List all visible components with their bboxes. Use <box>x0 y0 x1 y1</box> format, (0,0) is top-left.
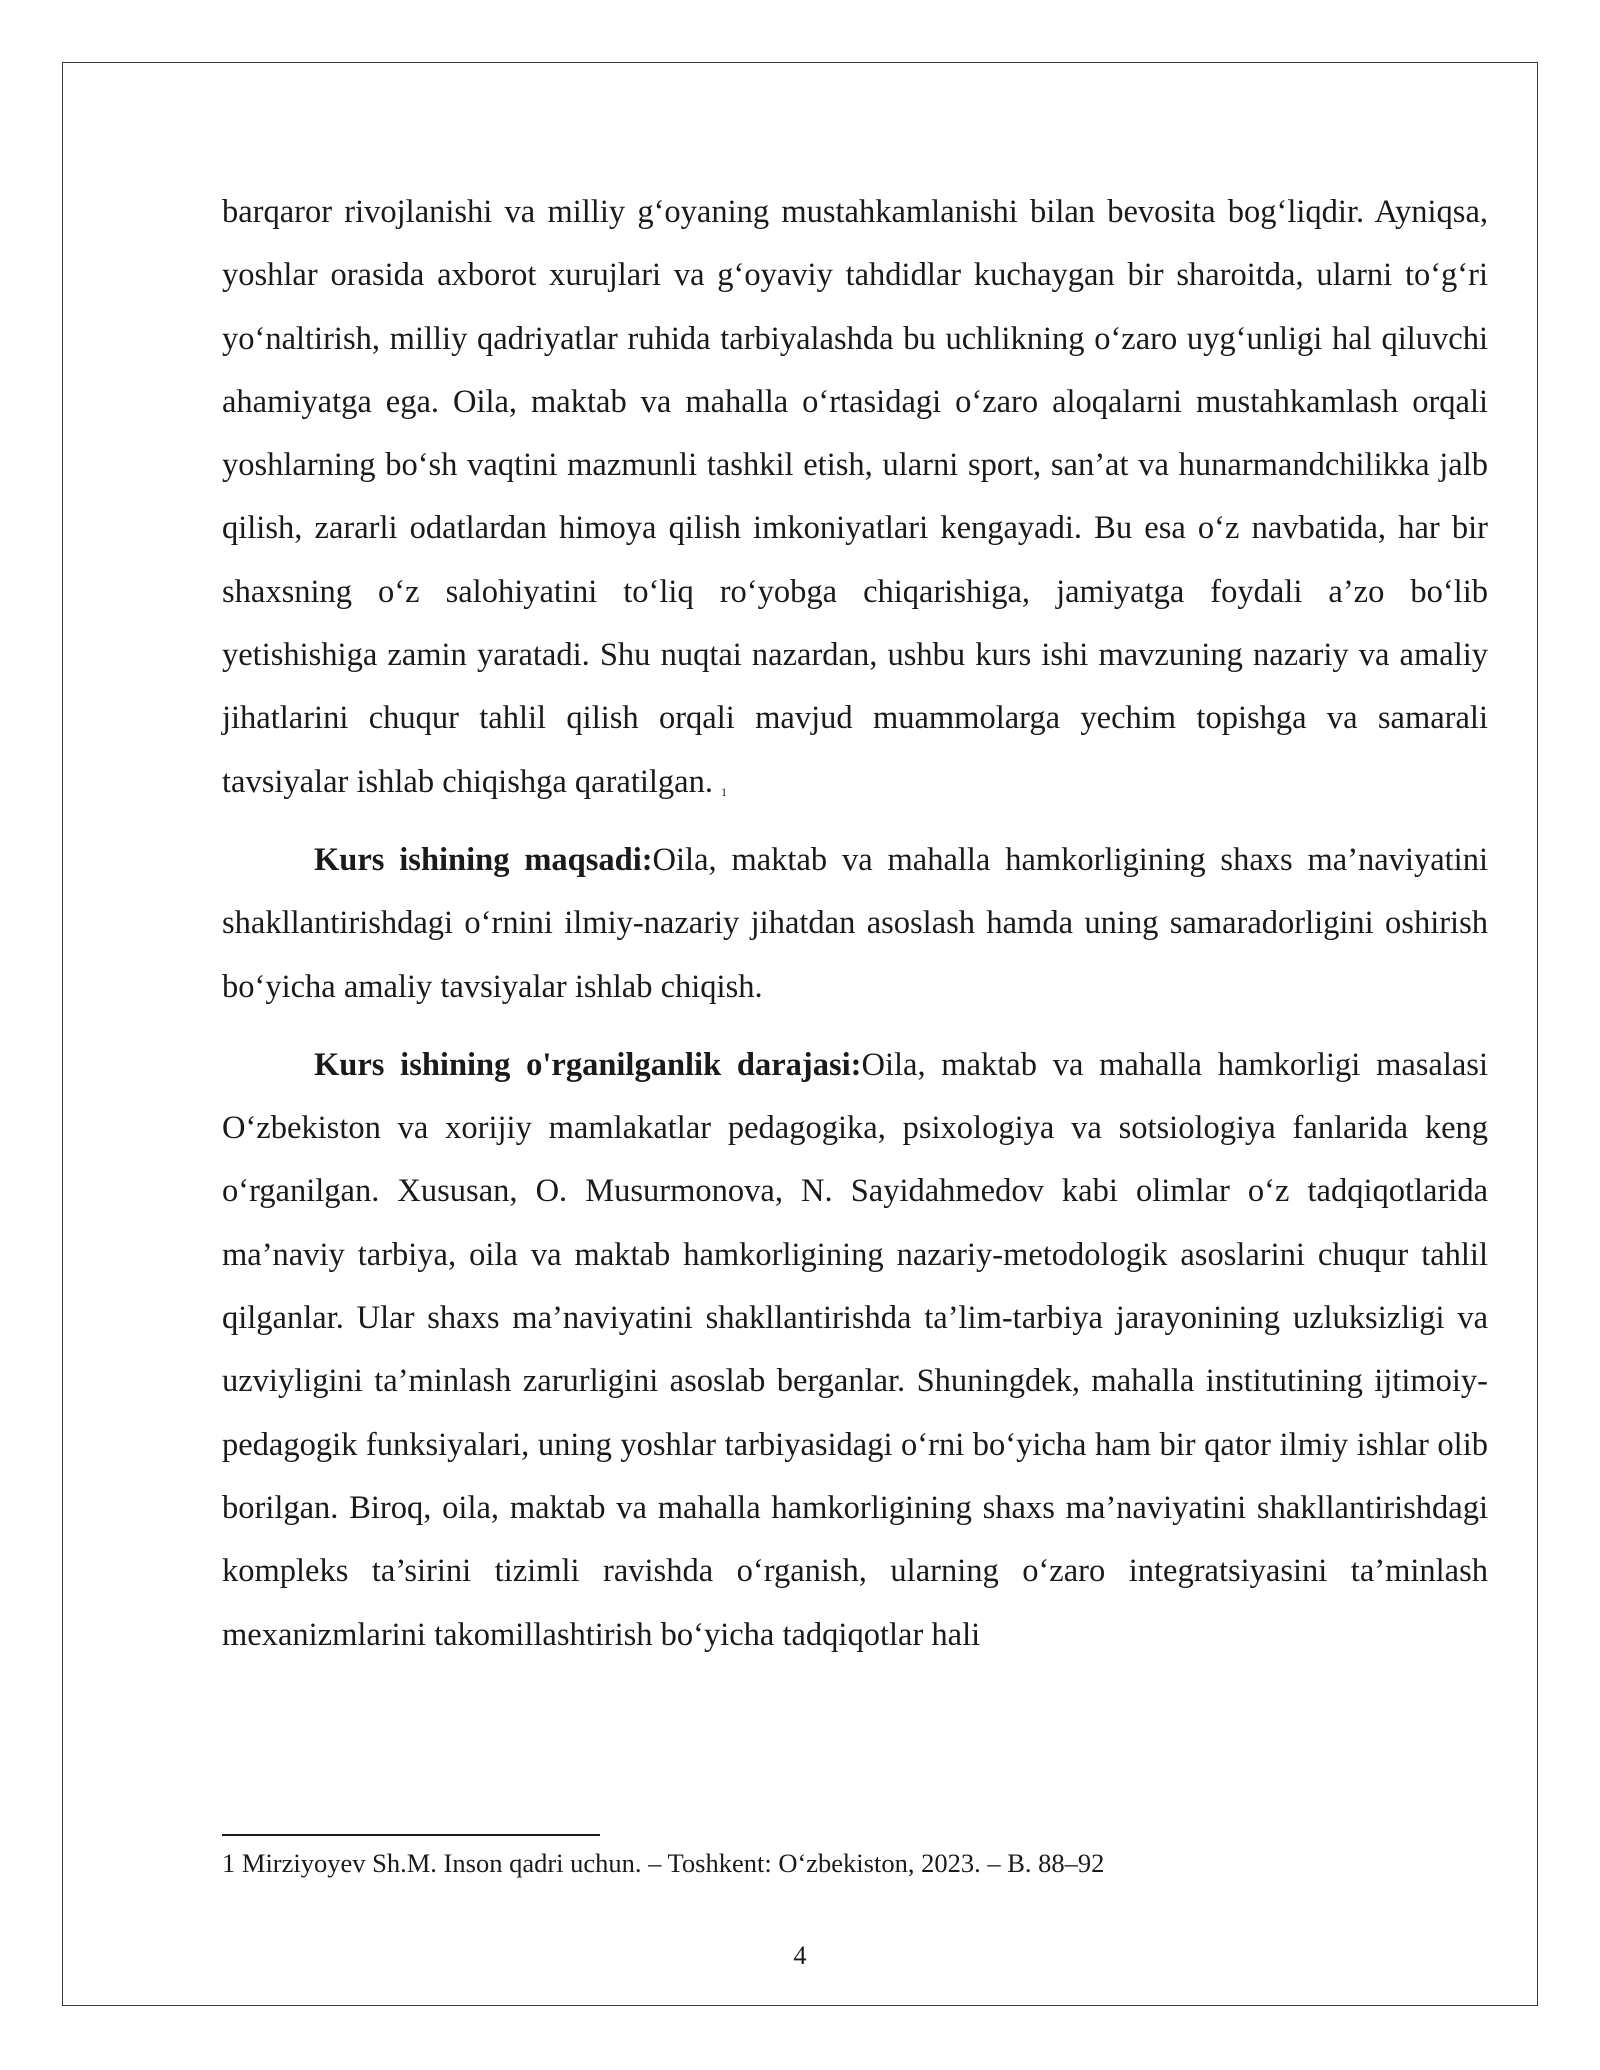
footnote-separator <box>222 1834 600 1836</box>
study-level-heading: Kurs ishining o'rganilganlik darajasi: <box>314 1046 862 1083</box>
paragraph-study-level <box>222 1034 1488 1667</box>
paragraph-intro-continuation <box>222 181 1488 814</box>
paragraph-text: barqaror rivojlanishi va milliy g‘oyaning mustahkamlanishi bilan bevosita bog‘liqdir. Ayniqsa, yoshlar orasida axborot xurujlari va g‘oyaviy tahdidlar kuchaygan bir sharoitda, ularni to‘g‘ri yo‘naltirish, milliy qadriyatlar ruhida tarbiyalashda bu uchlikning o‘zaro uyg‘unligi hal qiluvchi ahamiyatga ega. Oila, maktab va mahalla o‘rtasidagi o‘zaro aloqalarni mustahkamlash orqali yoshlarning bo‘sh vaqtini mazmunli tashkil etish, ularni sport, san’at va hunarmandchilikka jalb qilish, zararli odatlardan himoya qilish imkoniyatlari kengayadi. Bu esa o‘z navbatida, har bir shaxsning o‘z salohiyatini to‘liq ro‘yobga chiqarishiga, jamiyatga foydali a’zo bo‘lib yetishishiga zamin yaratadi. Shu nuqtai nazardan, ushbu kurs ishi mavzuning nazariy va amaliy jihatlarini chuqur tahlil qilish orqali mavjud muammolarga yechim topishga va samarali tavsiyalar ishlab chiqishga qaratilgan. <box>222 194 1488 800</box>
course-goal-text: Oila, maktab va mahalla hamkorligining shaxs ma’naviyatini shakllantirishdagi o‘rnini ilmiy-nazariy jihatdan asoslash hamda uning samaradorligini oshirish bo‘yicha amaliy tavsiyalar ishlab chiqish. <box>222 841 1488 1005</box>
study-level-text: Oila, maktab va mahalla hamkorligi masalasi O‘zbekiston va xorijiy mamlakatlar pedagogika, psixologiya va sotsiologiya fanlarida keng o‘rganilgan. Xususan, O. Musurmonova, N. Sayidahmedov kabi olimlar o‘z tadqiqotlarida ma’naviy tarbiya, oila va maktab hamkorligining nazariy-metodologik asoslarini chuqur tahlil qilganlar. Ular shaxs ma’naviyatini shakllantirishda ta’lim-tarbiya jarayonining uzluksizligi va uzviyligini ta’minlash zarurligini asoslab berganlar. Shuningdek, mahalla institutining ijtimoiy-pedagogik funksiyalari, uning yoshlar tarbiyasidagi o‘rni bo‘yicha ham bir qator ilmiy ishlar olib borilgan. Biroq, oila, maktab va mahalla hamkorligining shaxs ma’naviyatini shakllantirishdagi kompleks ta’sirini tizimli ravishda o‘rganish, ularning o‘zaro integratsiyasini ta’minlash mexanizmlarini takomillashtirish bo‘yicha tadqiqotlar hali <box>222 1046 1488 1653</box>
paragraph-spacing <box>222 814 1488 829</box>
footnote-reference[interactable]: 1 <box>720 784 727 799</box>
footnote: 1 Mirziyoyev Sh.M. Inson qadri uchun. – Toshkent: O‘zbekiston, 2023. – B. 88–92 <box>222 1848 1105 1878</box>
course-goal-heading: Kurs ishining maqsadi: <box>314 841 653 878</box>
page-number: 4 <box>793 1941 807 1970</box>
paragraph-course-goal <box>222 829 1488 1019</box>
paragraph-spacing <box>222 1019 1488 1034</box>
body-text <box>222 181 1488 1667</box>
